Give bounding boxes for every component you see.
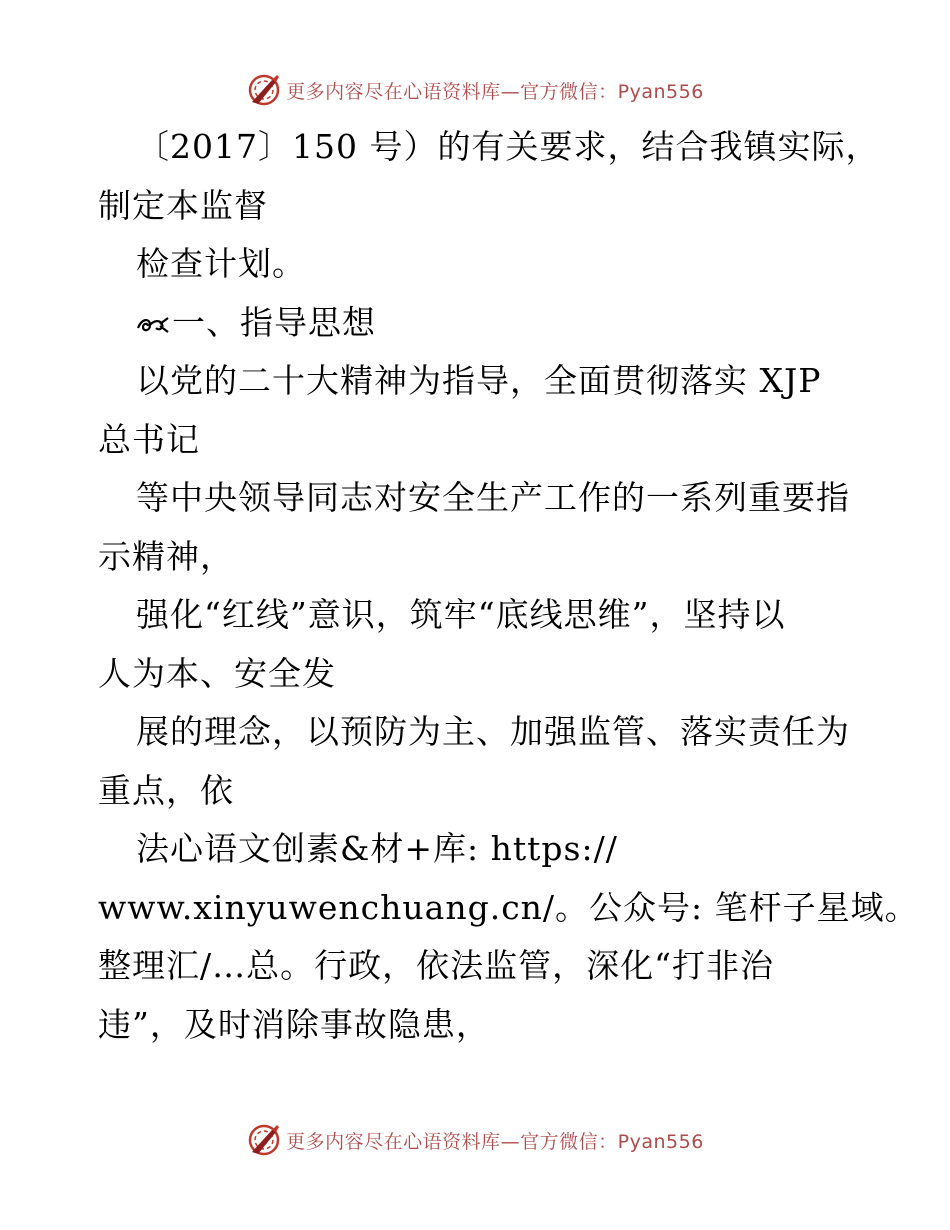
paragraph-line: 示精神， bbox=[98, 536, 234, 576]
footer-banner bbox=[0, 1120, 950, 1160]
brush-seal-logo-icon bbox=[246, 1122, 282, 1158]
paragraph-line: 等中央领导同志对安全生产工作的一系列重要指 bbox=[136, 478, 850, 517]
paragraph-line: 强化“红线”意识，筑牢“底线思维”，坚持以 bbox=[136, 595, 786, 634]
section-heading-text: 一、指导思想 bbox=[172, 302, 376, 342]
paragraph-line: 制定本监督 bbox=[98, 185, 268, 225]
paragraph-line: 违”，及时消除事故隐患， bbox=[98, 1004, 490, 1044]
paragraph-line: 检查计划。 bbox=[136, 244, 306, 283]
header-banner-text: 更多内容尽在心语资料库—官方微信：Pyan556 bbox=[286, 80, 704, 103]
paragraph-line: 展的理念，以预防为主、加强监管、落实责任为 bbox=[136, 712, 850, 751]
paragraph-line: 人为本、安全发 bbox=[98, 653, 336, 693]
paragraph-line: 法心语文创素&材+库: https:// bbox=[136, 829, 618, 868]
paragraph-line: 重点，依 bbox=[98, 770, 234, 810]
paragraph-line: 以党的二十大精神为指导，全面贯彻落实 XJP bbox=[136, 361, 822, 400]
brush-seal-logo-icon bbox=[246, 72, 282, 108]
section-heading bbox=[98, 294, 888, 353]
paragraph-line: www.xinyuwenchuang.cn/。公众号: 笔杆子星域。 bbox=[98, 887, 919, 927]
header-banner bbox=[0, 70, 950, 110]
ornament-bullet-icon bbox=[136, 314, 170, 336]
paragraph-line: 〔2017〕150 号）的有关要求，结合我镇实际， bbox=[136, 127, 880, 166]
footer-banner-text: 更多内容尽在心语资料库—官方微信：Pyan556 bbox=[286, 1130, 704, 1153]
paragraph-line: 整理汇/…总。行政，依法监管，深化“打非治 bbox=[98, 946, 774, 985]
document-body bbox=[98, 118, 919, 1054]
paragraph-line: 总书记 bbox=[98, 419, 200, 459]
